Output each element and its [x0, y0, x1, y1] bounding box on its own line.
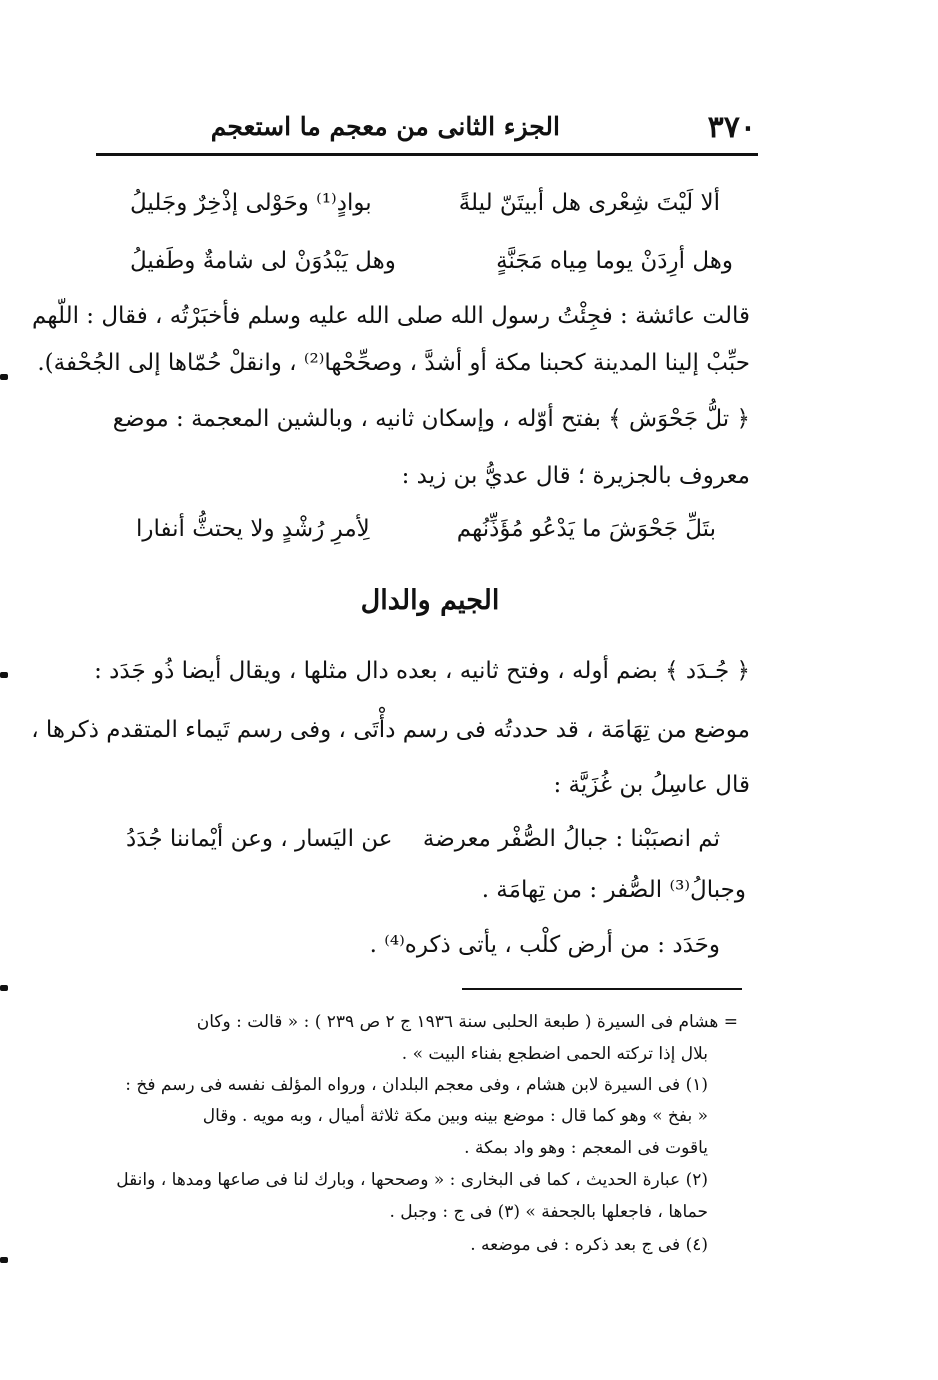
entry-line: معروف بالجزيرة ؛ قال عديُّ بن زيد :	[401, 463, 750, 489]
page-number: ٣٧٠	[707, 110, 756, 145]
verse-jadad-first-hemistich: ثم انصبَبْنا : جبالُ الصُّفْر معرضة	[422, 826, 720, 852]
footnote-line: « بفخ » وهو كما قال : موضع بينه وبين مكة ثلاثة أميال ، وبه مويه . وقال	[202, 1106, 708, 1126]
footnote-line: (١) فى السيرة لابن هشام ، وفى معجم البلدان ، ورواه المؤلف نفسه فى رسم فخ :	[125, 1075, 708, 1095]
verse-jadad-second-hemistich: عن اليَسار ، وعن أيْماننا جُدَدُ	[126, 826, 393, 852]
footnote-line: (٤) فى ج بعد ذكره : فى موضعه .	[470, 1235, 708, 1255]
verse-2-first-hemistich: وهل أرِدَنْ يوما مِياه مَجَنَّةٍ	[496, 248, 733, 274]
entry-line: موضع من تِهَامَة ، قد حددتُه فى رسم دأْتَى ، وفى رسم تَيماء المتقدم ذكرها ،	[31, 717, 750, 743]
footnote-rule	[462, 988, 742, 990]
entry-headword-line: ﴿ جُـدَد ﴾ بضم أوله ، وفتح ثانيه ، بعده دال مثلها ، ويقال أيضا ذُو جَدَد :	[94, 658, 750, 684]
running-head: الجزء الثانى من معجم ما استعجم	[210, 112, 560, 141]
verse-1-first-hemistich: ألا لَيْتَ شِعْرى هل أبيتَنّ ليلةً	[458, 190, 720, 216]
entry-line: قال عاسِلُ بن غُزَيَّة :	[553, 772, 750, 798]
header-rule	[96, 153, 758, 156]
entry-headword-line: ﴿ تلُّ جَحْوَش ﴾ بفتح أوّله ، وإسكان ثانيه ، وبالشين المعجمة : موضع	[112, 406, 750, 432]
verse-tall-second-hemistich: لِأمرِ رُشْدٍ ولا يحتثُّ أنفارا	[136, 516, 370, 542]
footnote-line: حماها ، فاجعلها بالجحفة » (٣) فى ج : وجبل .	[389, 1202, 708, 1222]
margin-mark	[0, 672, 8, 678]
footnote-line: بلال إذا تركته الحمى اضطجع بفناء البيت » .	[401, 1044, 708, 1064]
footnote-line: = هشام فى السيرة ( طبعة الحلبى سنة ١٩٣٦ ج ٢ ص ٢٣٩ ) : « قالت : وكان	[196, 1012, 738, 1032]
prose-line: قالت عائشة : فجِئْتُ رسول الله صلى الله عليه وسلم فأخبَرْتُه ، فقال : اللّهم	[32, 303, 750, 329]
prose-line: وحَدَد : من أرض كلْب ، يأتى ذكره⁽⁴⁾ .	[369, 932, 720, 958]
verse-tall-first-hemistich: بتَلِّ جَحْوَشَ ما يَدْعُو مُؤَذِّنُهم	[456, 516, 716, 542]
footnote-line: ياقوت فى المعجم : وهو واد بمكة .	[464, 1138, 708, 1158]
prose-line: حبِّبْ إلينا المدينة كحبنا مكة أو أشدَّ ، وصحِّحْها⁽²⁾ ، وانقلْ حُمّاها إلى الجُحْفة).	[37, 350, 750, 376]
section-title: الجيم والدال	[360, 585, 500, 616]
margin-mark	[0, 374, 8, 380]
margin-mark	[0, 1257, 8, 1263]
margin-mark	[0, 985, 8, 991]
footnote-line: (٢) عبارة الحديث ، كما فى البخارى : « وصححها ، وبارك لنا فى صاعها ومدها ، وانقل	[116, 1170, 708, 1190]
verse-2-second-hemistich: وهل يَبْدُوَنْ لى شامةٌ وطَفيلُ	[130, 248, 396, 274]
verse-1-second-hemistich: بوادٍ⁽¹⁾ وحَوْلى إذْخِرٌ وجَليلُ	[130, 190, 372, 216]
prose-line: وجبالُ⁽³⁾ الصُّفر : من تِهامَة .	[481, 877, 746, 903]
